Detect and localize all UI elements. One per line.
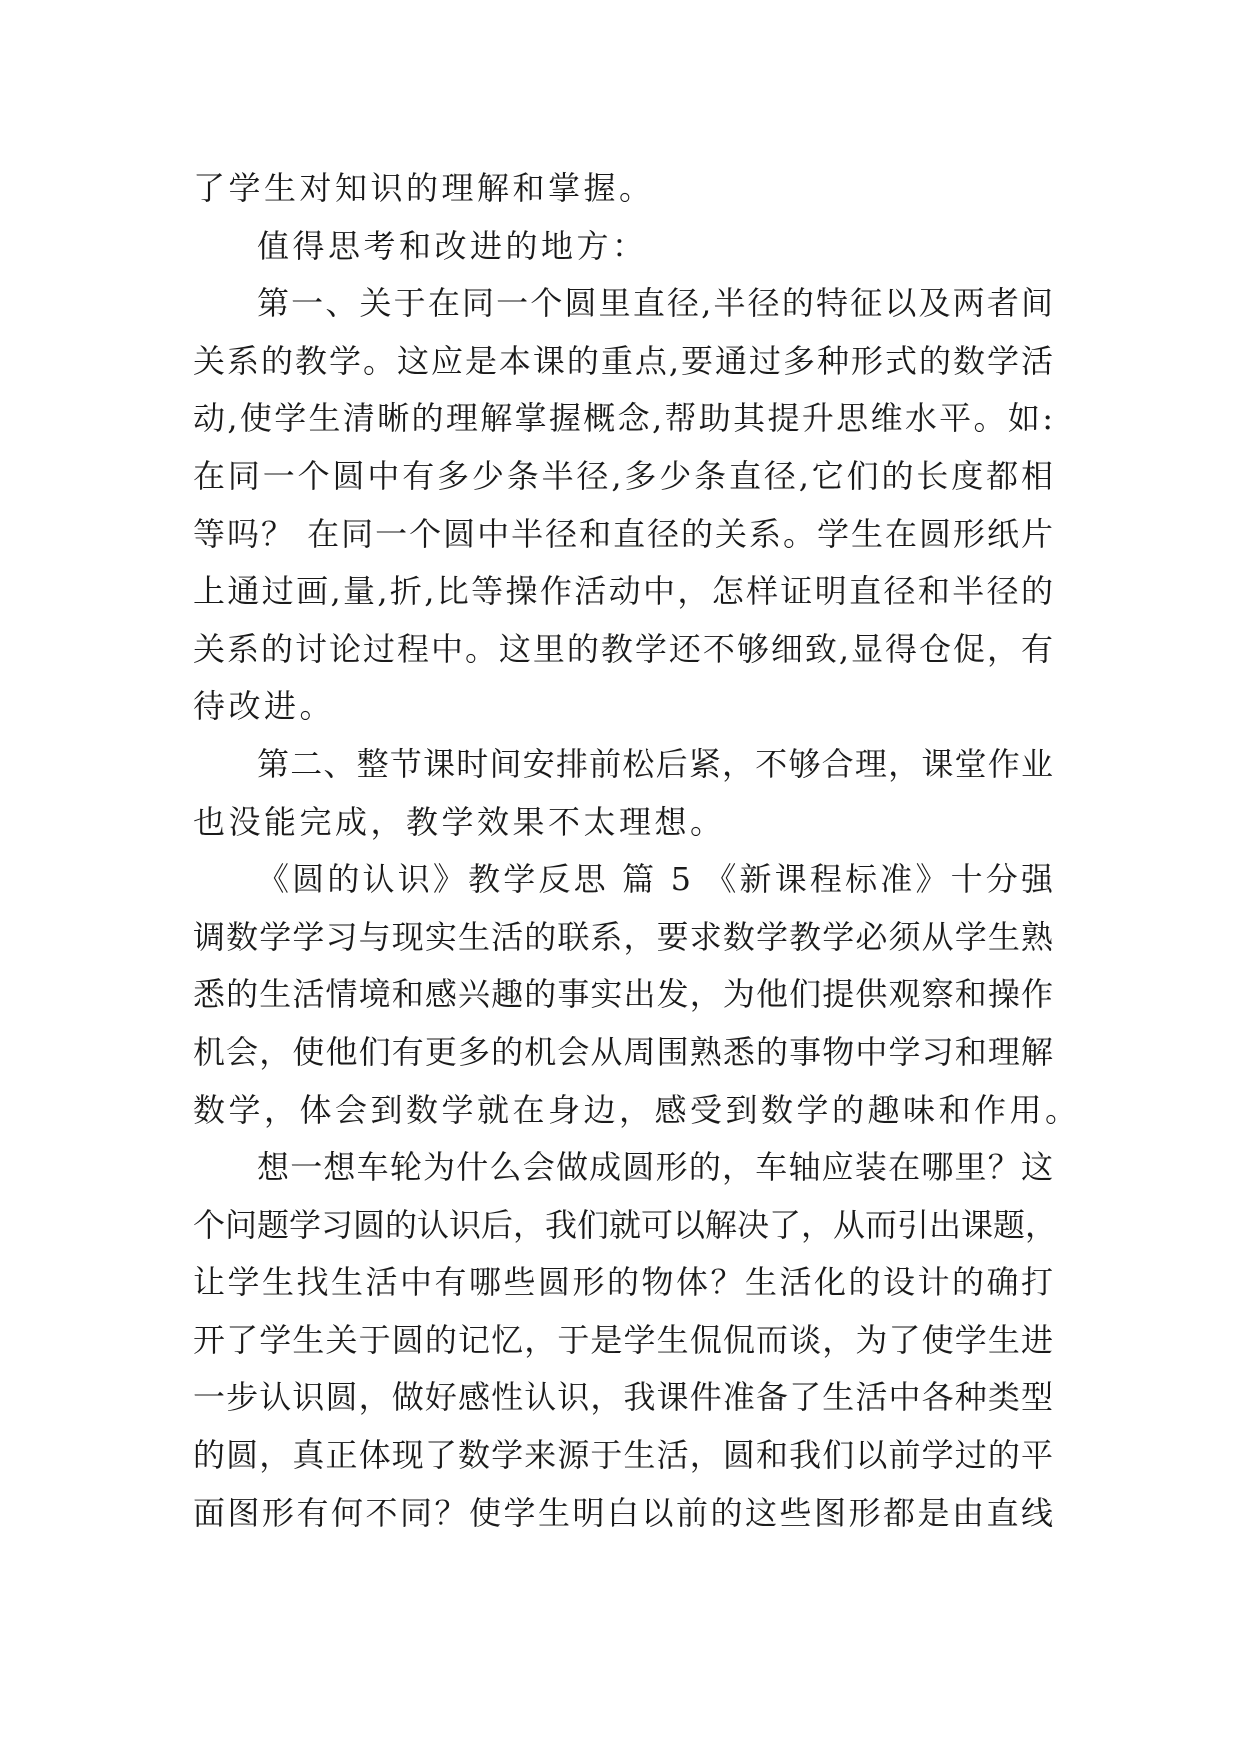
text-line: 个问题学习圆的认识后，我们就可以解决了，从而引出课题，: [193, 1205, 1058, 1244]
text-line: 开了学生关于圆的记忆，于是学生侃侃而谈，为了使学生进: [193, 1320, 1053, 1359]
text-line: 第一、关于在同一个圆里直径,半径的特征以及两者间: [257, 284, 1053, 323]
text-line: 第二、整节课时间安排前松后紧，不够合理，课堂作业: [257, 744, 1053, 783]
text-line: 的圆，真正体现了数学来源于生活，圆和我们以前学过的平: [193, 1436, 1053, 1475]
text-line: 在同一个圆中有多少条半径,多少条直径,它们的长度都相: [193, 456, 1053, 495]
text-line: 上通过画,量,折,比等操作活动中，怎样证明直径和半径的: [193, 572, 1053, 611]
text-line: 值得思考和改进的地方：: [257, 226, 648, 265]
text-line: 数学，体会到数学就在身边，感受到数学的趣味和作用。: [193, 1090, 1081, 1129]
text-line: 调数学学习与现实生活的联系，要求数学教学必须从学生熟: [193, 917, 1053, 956]
text-line: 想一想车轮为什么会做成圆形的，车轴应装在哪里？这: [257, 1148, 1053, 1187]
text-line: 让学生找生活中有哪些圆形的物体？生活化的设计的确打: [193, 1263, 1053, 1302]
text-line: 关系的讨论过程中。这里的教学还不够细致,显得仓促，有: [193, 629, 1053, 668]
text-line: 等吗？ 在同一个圆中半径和直径的关系。学生在圆形纸片: [193, 514, 1053, 553]
text-line: 悉的生活情境和感兴趣的事实出发，为他们提供观察和操作: [193, 975, 1053, 1014]
text-line: 待改进。: [193, 687, 336, 726]
document-body: [193, 160, 1081, 1542]
text-line: 机会，使他们有更多的机会从周围熟悉的事物中学习和理解: [193, 1032, 1053, 1071]
text-line: 动,使学生清晰的理解掌握概念,帮助其提升思维水平。如:: [193, 399, 1053, 438]
text-line: 关系的教学。这应是本课的重点,要通过多种形式的数学活: [193, 341, 1053, 380]
text-line: 了学生对知识的理解和掌握。: [193, 169, 655, 207]
text-line: 也没能完成，教学效果不太理想。: [193, 802, 726, 841]
text-line: 面图形有何不同？使学生明白以前的这些图形都是由直线: [193, 1493, 1053, 1532]
text-line: 一步认识圆，做好感性认识，我课件准备了生活中各种类型: [193, 1378, 1053, 1417]
text-line: 《圆的认识》教学反思 篇 5 《新课程标准》十分强: [257, 860, 1053, 899]
